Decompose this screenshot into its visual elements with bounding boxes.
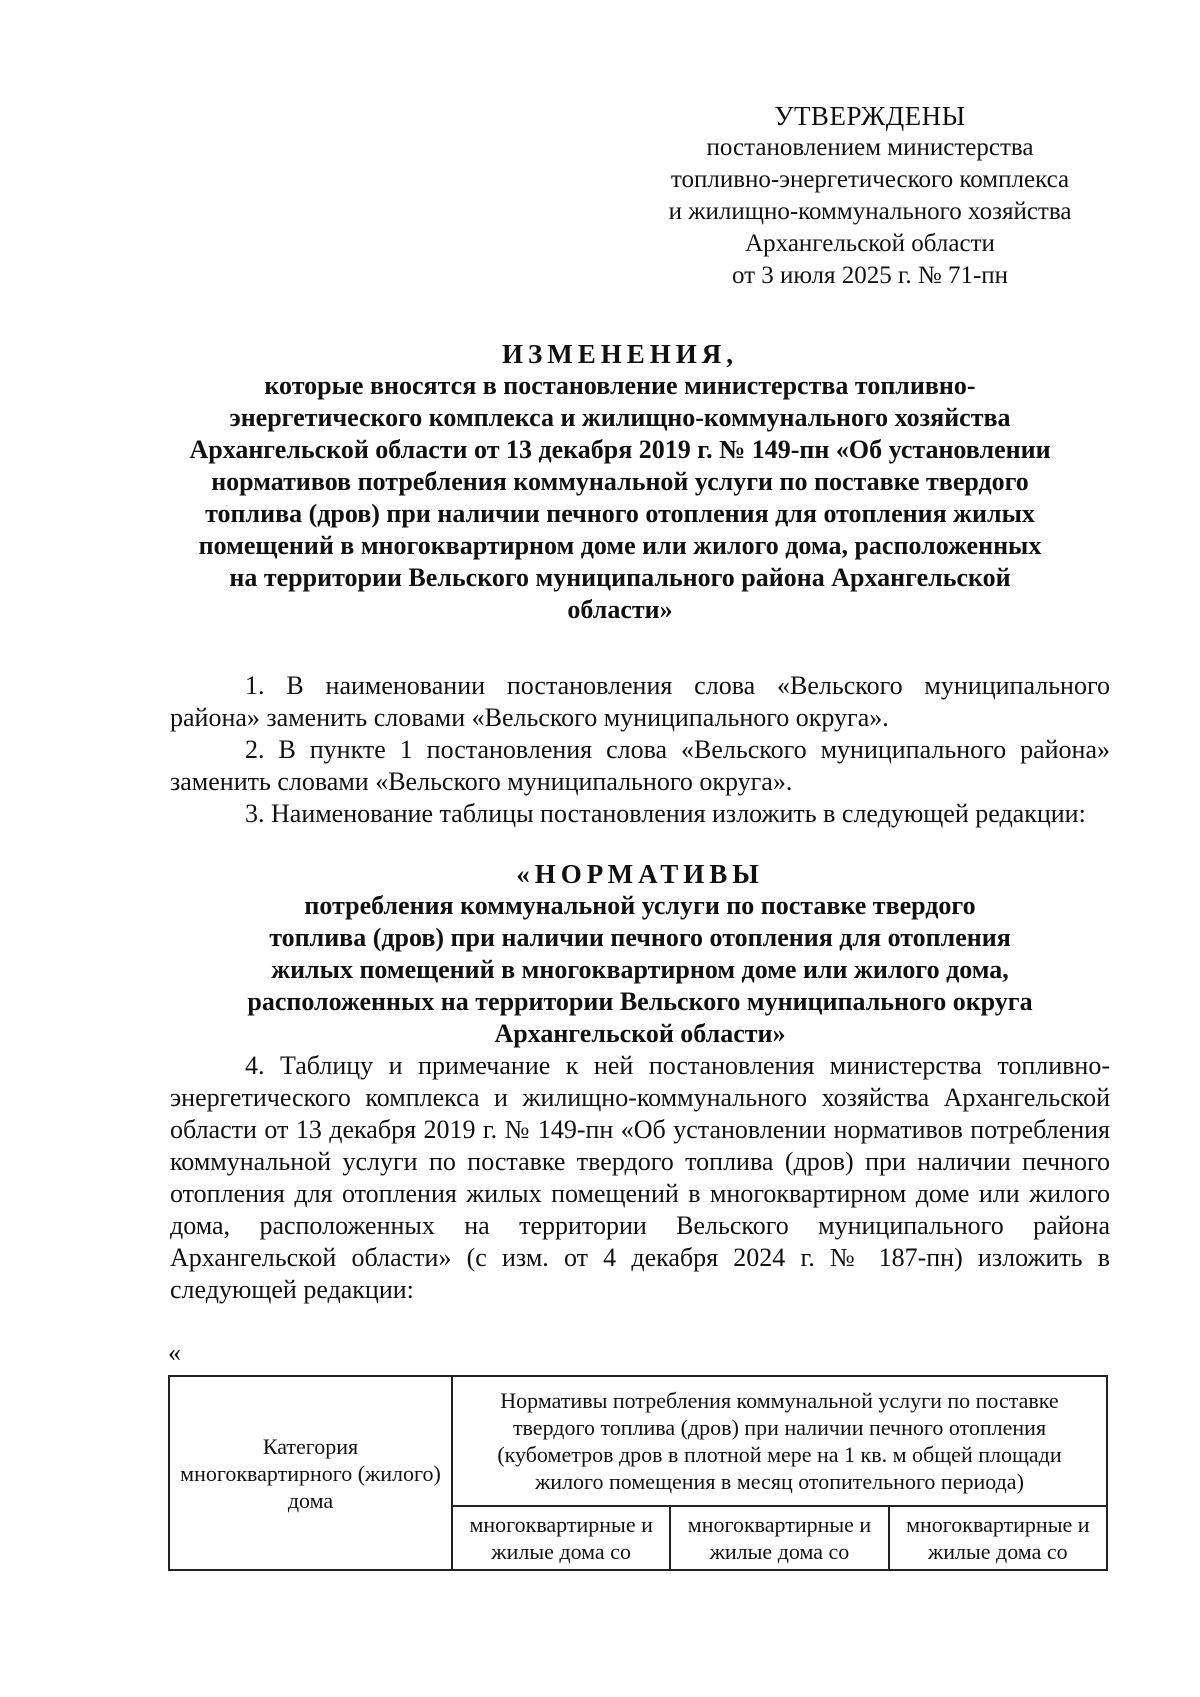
heading-line: энергетического комплекса и жилищно-коммунального хозяйства	[229, 403, 1011, 432]
subheader-cell: многоквартирные и жилые дома со	[889, 1506, 1107, 1570]
heading-line: области»	[567, 595, 673, 624]
approval-line: от 3 июля 2025 г. № 71-пн	[731, 262, 1009, 289]
amendment-4	[170, 1050, 1110, 1306]
norms-heading-line: расположенных на территории Вельского муниципального округа	[247, 987, 1033, 1016]
subheader-cell: многоквартирные и жилые дома со	[452, 1506, 670, 1570]
heading-line: которые вносятся в постановление министерства топливно-	[264, 371, 976, 400]
heading-line: топлива (дров) при наличии печного отопления для отопления жилых	[205, 499, 1035, 528]
heading-line: на территории Вельского муниципального района Архангельской	[229, 563, 1011, 592]
document-heading	[160, 338, 1080, 626]
norms-heading	[170, 858, 1110, 1050]
approval-line: и жилищно-коммунального хозяйства	[668, 198, 1072, 225]
approval-line: Архангельской области	[745, 230, 995, 257]
norms-heading-line: жилых помещений в многоквартирном доме или жилого дома,	[271, 955, 1009, 984]
approval-title: УТВЕРЖДЕНЫ	[774, 101, 966, 131]
heading-line: Архангельской области от 13 декабря 2019 г. № 149-пн «Об установлении	[189, 435, 1051, 464]
quote-open-mark: «	[168, 1338, 181, 1367]
norms-header-cell: Нормативы потребления коммунальной услуги по поставке твердого топлива (дров) при наличии печного отопления (кубометров дров в плотной мере на 1 кв. м общей площади жилого помещения в месяц отопительного периода)	[452, 1376, 1107, 1506]
approval-line: постановлением министерства	[706, 134, 1034, 161]
norms-heading-line: потребления коммунальной услуги по поставке твердого	[304, 891, 976, 920]
heading-line: нормативов потребления коммунальной услуги по поставке твердого	[211, 467, 1029, 496]
table-header-row	[169, 1376, 1107, 1506]
approval-stamp	[620, 100, 1120, 292]
approval-line: топливно-энергетического комплекса	[670, 166, 1070, 193]
norms-table	[168, 1375, 1108, 1571]
paragraph-1: 1. В наименовании постановления слова «Вельского муниципального района» заменить словами «Вельского муниципального округа».	[170, 671, 1110, 732]
paragraph-3: 3. Наименование таблицы постановления изложить в следующей редакции:	[245, 799, 1086, 828]
category-header-cell: Категория многоквартирного (жилого) дома	[169, 1376, 452, 1570]
paragraph-4: 4. Таблицу и примечание к ней постановления министерства топливно-энергетического комплекса и жилищно-коммунального хозяйства Архангельской области от 13 декабря 2019 г. № 149-пн «Об установлении нормативов потребления коммунальной услуги по поставке твердого топлива (дров) при наличии печного отопления для отопления жилых помещений в многоквартирном доме или жилого дома, расположенных на территории Вельского муниципального района Архангельской области» (с изм. от 4 декабря 2024 г. № 187-пн) изложить в следующей редакции:	[170, 1051, 1110, 1304]
amendments-list	[170, 670, 1110, 830]
norms-heading-line: топлива (дров) при наличии печного отопления для отопления	[269, 923, 1011, 952]
paragraph-2: 2. В пункте 1 постановления слова «Вельского муниципального района» заменить словами «Вельского муниципального округа».	[170, 735, 1110, 796]
heading-title: ИЗМЕНЕНИЯ,	[501, 339, 738, 369]
subheader-cell: многоквартирные и жилые дома со	[670, 1506, 888, 1570]
norms-title: «НОРМАТИВЫ	[516, 859, 764, 889]
norms-heading-line: Архангельской области»	[494, 1019, 786, 1048]
heading-line: помещений в многоквартирном доме или жилого дома, расположенных	[198, 531, 1042, 560]
